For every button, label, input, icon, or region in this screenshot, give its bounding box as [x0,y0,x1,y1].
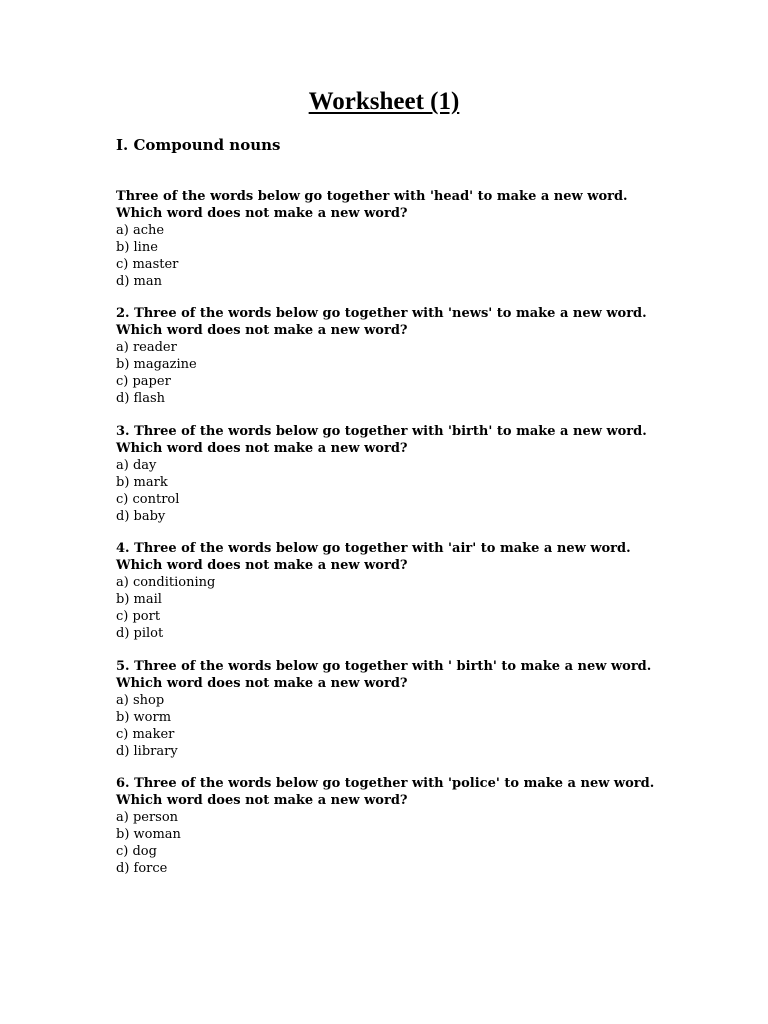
option-item: a) ache [116,223,165,238]
option-list [116,222,676,290]
option-item: c) port [116,609,161,624]
option-item: a) reader [116,340,177,355]
option-item: c) control [116,492,180,507]
option-item: a) conditioning [116,575,216,590]
option-item: d) library [116,744,178,759]
question-1 [116,188,676,290]
option-item: a) shop [116,693,165,708]
option-item: b) worm [116,710,172,725]
option-item: c) master [116,257,179,272]
question-6 [116,775,676,877]
option-item: c) dog [116,844,157,859]
question-text: 2. Three of the words below go together with 'news' to make a new word. Which word does not make a new word? [116,306,647,338]
option-item: a) day [116,458,157,473]
option-item: b) woman [116,827,181,842]
option-item: d) man [116,274,162,289]
question-text: 6. Three of the words below go together with 'police' to make a new word. Which word does not make a new word? [116,776,655,808]
option-item: b) mail [116,592,162,607]
option-item: c) paper [116,374,171,389]
question-text: Three of the words below go together with 'head' to make a new word. Which word does not make a new word? [116,189,628,221]
option-item: a) person [116,810,179,825]
question-text: 5. Three of the words below go together with ' birth' to make a new word. Which word does not make a new word? [116,659,652,691]
option-item: b) line [116,240,158,255]
option-list [116,339,676,407]
section-heading: I. Compound nouns [116,136,281,154]
option-item: b) magazine [116,357,197,372]
option-item: b) mark [116,475,168,490]
option-item: d) pilot [116,626,164,641]
option-item: c) maker [116,727,175,742]
option-list [116,574,676,642]
question-3 [116,423,676,525]
option-list [116,809,676,877]
question-text: 4. Three of the words below go together with 'air' to make a new word. Which word does not make a new word? [116,541,631,573]
option-list [116,692,676,760]
option-list [116,457,676,525]
option-item: d) force [116,861,168,876]
question-text: 3. Three of the words below go together with 'birth' to make a new word. Which word does not make a new word? [116,424,647,456]
option-item: d) flash [116,391,165,406]
question-2 [116,305,676,407]
option-item: d) baby [116,509,166,524]
question-4 [116,540,676,642]
page-title: Worksheet (1) [308,88,460,115]
question-5 [116,658,676,760]
